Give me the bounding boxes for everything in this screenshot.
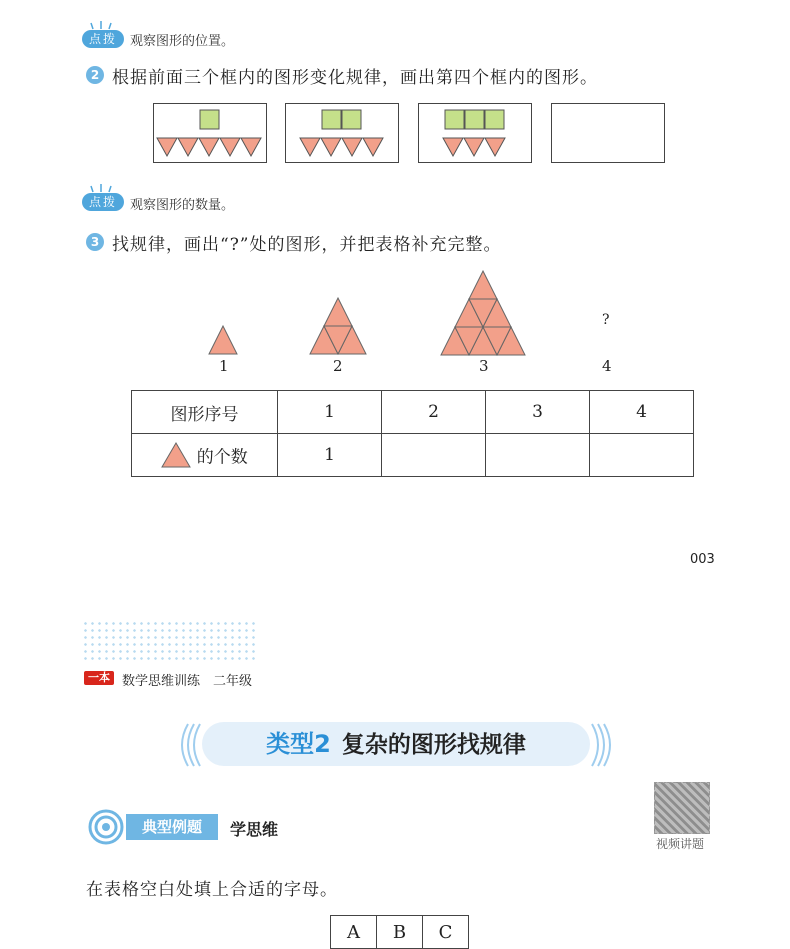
type-label: 类型2: [266, 730, 331, 758]
question-number: 2: [86, 66, 104, 84]
triangle-figure-1: [209, 326, 237, 354]
table-cell: A: [331, 916, 377, 949]
hint-text: 观察图形的数量。: [130, 198, 235, 213]
hint-badge-label: 点拨: [82, 30, 124, 48]
question-text: 根据前面三个框内的图形变化规律，画出第四个框内的图形。: [112, 68, 598, 88]
example-instruction: 在表格空白处填上合适的字母。: [86, 880, 338, 900]
table-row: [331, 916, 469, 949]
table-header-label: 的个数: [196, 447, 248, 468]
triangle-icon: [161, 442, 191, 468]
hint-badge-label: 点拨: [82, 193, 124, 211]
table-header-cell: 图形序号: [132, 391, 278, 434]
figure-label-4: 4: [602, 357, 612, 375]
target-icon: [88, 809, 124, 845]
qr-label: 视频讲题: [656, 837, 705, 851]
table-cell: 1: [278, 434, 382, 477]
type-banner-pill: [202, 722, 590, 766]
table-cell: 4: [590, 391, 694, 434]
table-cell: B: [377, 916, 423, 949]
qr-code-icon[interactable]: [654, 782, 710, 834]
table-answer-cell[interactable]: [590, 434, 694, 477]
type-banner: [180, 720, 612, 770]
hint-text: 观察图形的位置。: [130, 34, 235, 49]
letter-table: [330, 915, 469, 949]
triangle-figure-2: [310, 298, 366, 354]
brand-logo: 一本: [84, 671, 114, 685]
table-header-cell: [132, 434, 278, 477]
table-cell: 3: [486, 391, 590, 434]
question-number: 3: [86, 233, 104, 251]
figure-label-2: 2: [333, 357, 343, 375]
example-label: 典型例题: [126, 814, 218, 840]
dot-pattern-decoration: [82, 620, 258, 660]
question-text: 找规律，画出“?”处的图形，并把表格补充完整。: [112, 235, 502, 255]
example-title: 学思维: [230, 820, 279, 839]
table-cell: 1: [278, 391, 382, 434]
table-cell: C: [423, 916, 469, 949]
type-title: 复杂的图形找规律: [341, 732, 526, 758]
page-number: 003: [690, 552, 715, 567]
figure-label-1: 1: [219, 357, 229, 375]
table-row: [132, 434, 694, 477]
unknown-figure-mark: ?: [602, 312, 610, 328]
triangle-figure-3: [441, 271, 525, 355]
table-answer-cell[interactable]: [382, 434, 486, 477]
table-answer-cell[interactable]: [486, 434, 590, 477]
table-row: [132, 391, 694, 434]
figure-label-3: 3: [479, 357, 489, 375]
table-cell: 2: [382, 391, 486, 434]
pattern-table: [131, 390, 694, 477]
book-title: 数学思维训练 二年级: [122, 674, 253, 689]
triangle-figures: [0, 0, 790, 380]
